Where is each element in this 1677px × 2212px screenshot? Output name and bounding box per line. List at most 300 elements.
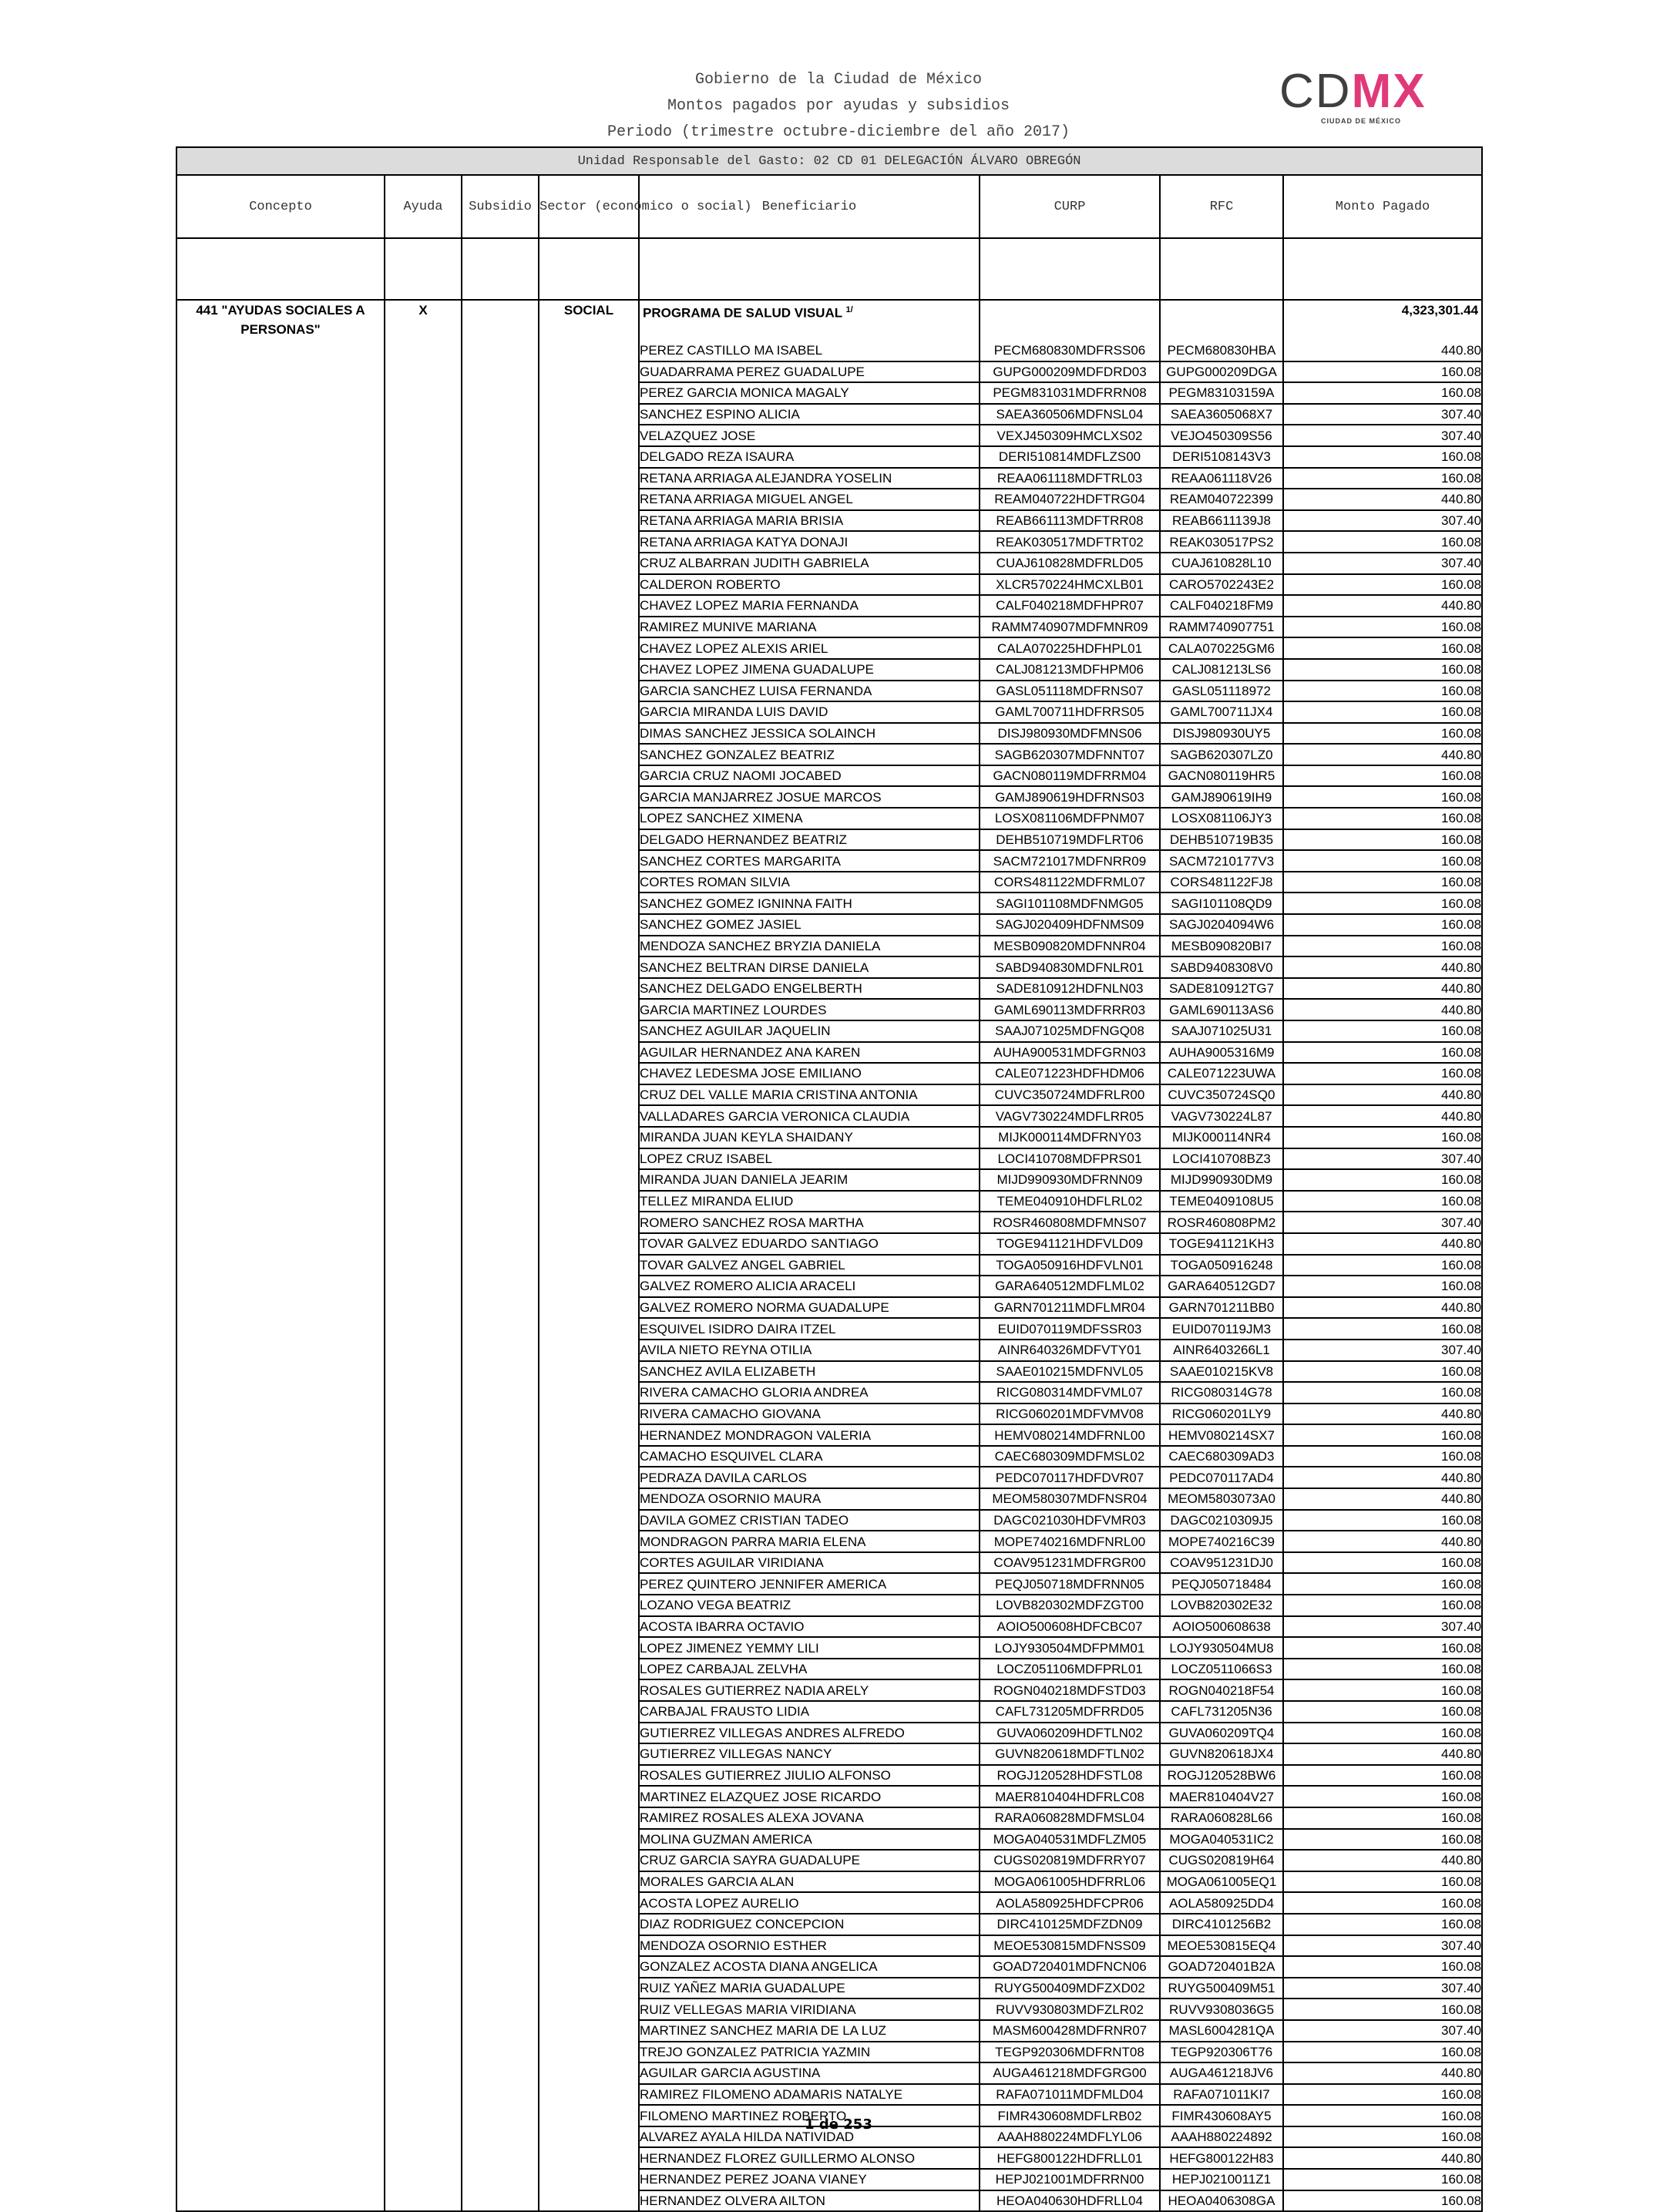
amount-cell: 160.08 <box>1283 1701 1482 1723</box>
beneficiary-cell: ACOSTA LOPEZ AURELIO <box>639 1892 980 1914</box>
beneficiary-cell: GARCIA CRUZ NAOMI JOCABED <box>639 765 980 787</box>
curp-cell: RUYG500409MDFZXD02 <box>980 1978 1160 1999</box>
table-row <box>176 1382 1482 1404</box>
sector-cell <box>539 1871 639 1893</box>
header-period: Periodo (trimestre octubre-diciembre del año 2017) <box>607 123 1070 141</box>
concepto-cell <box>176 1914 385 1935</box>
sector-cell <box>539 1361 639 1383</box>
table-row <box>176 1786 1482 1807</box>
table-row <box>176 1127 1482 1148</box>
beneficiary-cell: CRUZ ALBARRAN JUDITH GABRIELA <box>639 553 980 574</box>
amount-cell: 160.08 <box>1283 361 1482 383</box>
sector-cell <box>539 1743 639 1765</box>
subsidio-cell <box>462 1127 539 1148</box>
amount-cell: 160.08 <box>1283 2190 1482 2212</box>
beneficiary-cell: CHAVEZ LEDESMA JOSE EMILIANO <box>639 1063 980 1084</box>
curp-cell: CAEC680309MDFMSL02 <box>980 1446 1160 1467</box>
concepto-cell <box>176 999 385 1020</box>
subsidio-cell <box>462 1255 539 1276</box>
table-row <box>176 1467 1482 1488</box>
ayuda-cell <box>385 978 462 1000</box>
rfc-cell: COAV951231DJ0 <box>1160 1552 1283 1574</box>
table-row <box>176 936 1482 957</box>
subsidio-cell <box>462 1233 539 1255</box>
rfc-cell: REAK030517PS2 <box>1160 531 1283 553</box>
concepto-cell <box>176 531 385 553</box>
rfc-cell: SACM7210177V3 <box>1160 850 1283 872</box>
amount-cell: 160.08 <box>1283 1807 1482 1829</box>
sector-cell <box>539 999 639 1020</box>
amount-cell: 440.80 <box>1283 1105 1482 1127</box>
beneficiary-cell: RETANA ARRIAGA MARIA BRISIA <box>639 510 980 532</box>
subsidio-cell <box>462 1318 539 1340</box>
subsidio-cell <box>462 510 539 532</box>
ayuda-cell <box>385 1084 462 1106</box>
rfc-cell: CALF040218FM9 <box>1160 595 1283 617</box>
rfc-cell: CALE071223UWA <box>1160 1063 1283 1084</box>
sector-cell <box>539 404 639 425</box>
rfc-cell: DEHB510719B35 <box>1160 829 1283 851</box>
subsidio-cell <box>462 300 539 341</box>
rfc-cell: TEGP920306T76 <box>1160 2042 1283 2063</box>
curp-cell: XLCR570224HMCXLB01 <box>980 574 1160 596</box>
concepto-cell <box>176 701 385 723</box>
ayuda-cell: X <box>385 300 462 341</box>
concepto-cell <box>176 1616 385 1638</box>
beneficiary-cell: RETANA ARRIAGA KATYA DONAJI <box>639 531 980 553</box>
beneficiary-cell: CHAVEZ LOPEZ JIMENA GUADALUPE <box>639 659 980 681</box>
subsidio-cell <box>462 1871 539 1893</box>
concepto-cell <box>176 1552 385 1574</box>
subsidio-cell <box>462 765 539 787</box>
rfc-cell: VEJO450309S56 <box>1160 425 1283 446</box>
rfc-cell: CUAJ610828L10 <box>1160 553 1283 574</box>
ayuda-cell <box>385 2084 462 2106</box>
table-row <box>176 1063 1482 1084</box>
ayuda-cell <box>385 786 462 808</box>
rfc-cell: DIRC4101256B2 <box>1160 1914 1283 1935</box>
sector-cell <box>539 978 639 1000</box>
rfc-cell: SAGJ0204094W6 <box>1160 914 1283 936</box>
beneficiary-cell: RUIZ VELLEGAS MARIA VIRIDIANA <box>639 1999 980 2020</box>
curp-cell: VAGV730224MDFLRR05 <box>980 1105 1160 1127</box>
ayuda-cell <box>385 1573 462 1595</box>
sector-cell <box>539 1340 639 1361</box>
concepto-cell <box>176 2020 385 2042</box>
amount-cell: 440.80 <box>1283 1084 1482 1106</box>
sector-cell <box>539 765 639 787</box>
amount-cell: 160.08 <box>1283 1552 1482 1574</box>
beneficiary-cell: CHAVEZ LOPEZ ALEXIS ARIEL <box>639 637 980 659</box>
ayuda-cell <box>385 1361 462 1383</box>
sector-cell <box>539 1127 639 1148</box>
amount-cell: 160.08 <box>1283 1659 1482 1680</box>
concepto-cell <box>176 1042 385 1064</box>
rfc-cell: GUVN820618JX4 <box>1160 1743 1283 1765</box>
amount-cell: 160.08 <box>1283 1723 1482 1744</box>
rfc-cell: FIMR430608AY5 <box>1160 2105 1283 2126</box>
sector-cell <box>539 1233 639 1255</box>
beneficiary-cell: LOPEZ CARBAJAL ZELVHA <box>639 1659 980 1680</box>
curp-cell: ROGN040218MDFSTD03 <box>980 1679 1160 1701</box>
concepto-cell <box>176 1467 385 1488</box>
table-row <box>176 1148 1482 1170</box>
rfc-cell: CUVC350724SQ0 <box>1160 1084 1283 1106</box>
concepto-cell <box>176 341 385 361</box>
beneficiary-cell: RAMIREZ FILOMENO ADAMARIS NATALYE <box>639 2084 980 2106</box>
curp-cell: REAM040722HDFTRG04 <box>980 489 1160 510</box>
sector-cell <box>539 489 639 510</box>
curp-cell: RUVV930803MDFZLR02 <box>980 1999 1160 2020</box>
concepto-cell <box>176 1637 385 1659</box>
subsidio-cell <box>462 404 539 425</box>
sector-cell <box>539 701 639 723</box>
concepto-cell <box>176 1318 385 1340</box>
rfc-cell: RICG060201LY9 <box>1160 1404 1283 1425</box>
ayuda-cell <box>385 1743 462 1765</box>
sector-cell <box>539 1510 639 1531</box>
curp-cell: MAER810404HDFRLC08 <box>980 1786 1160 1807</box>
beneficiary-cell: GONZALEZ ACOSTA DIANA ANGELICA <box>639 1956 980 1978</box>
beneficiary-cell: GUTIERREZ VILLEGAS NANCY <box>639 1743 980 1765</box>
subsidio-cell <box>462 1446 539 1467</box>
table-row <box>176 1191 1482 1212</box>
subsidio-cell <box>462 1807 539 1829</box>
beneficiary-cell: PEREZ CASTILLO MA ISABEL <box>639 341 980 361</box>
column-header: CURP <box>980 175 1160 238</box>
subsidio-cell <box>462 2084 539 2106</box>
beneficiary-cell: TOVAR GALVEZ ANGEL GABRIEL <box>639 1255 980 1276</box>
subsidio-cell <box>462 1829 539 1851</box>
amount-cell: 160.08 <box>1283 1127 1482 1148</box>
rfc-cell <box>1160 300 1283 341</box>
table-row <box>176 1276 1482 1297</box>
rfc-cell: SAAE010215KV8 <box>1160 1361 1283 1383</box>
beneficiary-cell: SANCHEZ AGUILAR JAQUELIN <box>639 1020 980 1042</box>
sector-cell <box>539 1020 639 1042</box>
amount-cell: 160.08 <box>1283 914 1482 936</box>
concepto-cell <box>176 553 385 574</box>
beneficiary-cell: RUIZ YAÑEZ MARIA GUADALUPE <box>639 1978 980 1999</box>
rfc-cell: RARA060828L66 <box>1160 1807 1283 1829</box>
table-row <box>176 1446 1482 1467</box>
table-row <box>176 829 1482 851</box>
table-row <box>176 2084 1482 2106</box>
rfc-cell: PEGM83103159A <box>1160 382 1283 404</box>
ayuda-cell <box>385 1191 462 1212</box>
table-row <box>176 489 1482 510</box>
concepto-cell <box>176 850 385 872</box>
ayuda-cell <box>385 1127 462 1148</box>
rfc-cell: RAFA071011KI7 <box>1160 2084 1283 2106</box>
amount-cell: 440.80 <box>1283 1531 1482 1552</box>
sector-cell <box>539 2020 639 2042</box>
amount-cell: 160.08 <box>1283 872 1482 893</box>
beneficiary-cell: PEREZ GARCIA MONICA MAGALY <box>639 382 980 404</box>
concepto-cell <box>176 510 385 532</box>
table-row <box>176 1999 1482 2020</box>
curp-cell: TEGP920306MDFRNT08 <box>980 2042 1160 2063</box>
amount-cell: 160.08 <box>1283 1871 1482 1893</box>
ayuda-cell <box>385 1212 462 1233</box>
curp-cell: SAAJ071025MDFNGQ08 <box>980 1020 1160 1042</box>
sector-cell <box>539 1914 639 1935</box>
subsidio-cell <box>462 1404 539 1425</box>
curp-cell: PEQJ050718MDFRNN05 <box>980 1573 1160 1595</box>
concepto-cell <box>176 1743 385 1765</box>
sector-cell <box>539 808 639 829</box>
rfc-cell: SABD9408308V0 <box>1160 956 1283 978</box>
sector-cell <box>539 468 639 489</box>
curp-cell: GAML690113MDFRRR03 <box>980 999 1160 1020</box>
concepto-cell <box>176 1935 385 1957</box>
subsidio-cell <box>462 1956 539 1978</box>
table-row <box>176 2147 1482 2169</box>
concepto-cell <box>176 2190 385 2212</box>
concepto-cell <box>176 1701 385 1723</box>
rfc-cell: MEOE530815EQ4 <box>1160 1935 1283 1957</box>
curp-cell: PECM680830MDFRSS06 <box>980 341 1160 361</box>
sector-cell <box>539 531 639 553</box>
subsidio-cell <box>462 1361 539 1383</box>
subsidio-cell <box>462 659 539 681</box>
amount-cell: 307.40 <box>1283 1148 1482 1170</box>
sector-cell <box>539 850 639 872</box>
rfc-cell: GARN701211BB0 <box>1160 1297 1283 1319</box>
table-row <box>176 744 1482 765</box>
amount-cell: 440.80 <box>1283 1488 1482 1510</box>
rfc-cell: LOJY930504MU8 <box>1160 1637 1283 1659</box>
subsidio-cell <box>462 850 539 872</box>
concepto-cell <box>176 1765 385 1787</box>
amount-cell: 307.40 <box>1283 1212 1482 1233</box>
concepto-cell <box>176 1105 385 1127</box>
curp-cell: REAA061118MDFTRL03 <box>980 468 1160 489</box>
amount-cell: 160.08 <box>1283 1956 1482 1978</box>
concepto-cell <box>176 659 385 681</box>
ayuda-cell <box>385 1105 462 1127</box>
beneficiary-cell: DIAZ RODRIGUEZ CONCEPCION <box>639 1914 980 1935</box>
concepto-cell <box>176 1723 385 1744</box>
concepto-cell <box>176 468 385 489</box>
concepto-cell <box>176 574 385 596</box>
concepto-cell <box>176 1892 385 1914</box>
beneficiary-cell: GARCIA MIRANDA LUIS DAVID <box>639 701 980 723</box>
ayuda-cell <box>385 1637 462 1659</box>
subsidio-cell <box>462 1382 539 1404</box>
subsidio-cell <box>462 744 539 765</box>
amount-cell: 440.80 <box>1283 489 1482 510</box>
sector-cell <box>539 1956 639 1978</box>
rfc-cell: GASL051118972 <box>1160 681 1283 702</box>
rfc-cell: ROSR460808PM2 <box>1160 1212 1283 1233</box>
amount-cell: 160.08 <box>1283 446 1482 468</box>
ayuda-cell <box>385 2190 462 2212</box>
ayuda-cell <box>385 1318 462 1340</box>
curp-cell: TEME040910HDFLRL02 <box>980 1191 1160 1212</box>
table-row <box>176 510 1482 532</box>
beneficiary-cell: ACOSTA IBARRA OCTAVIO <box>639 1616 980 1638</box>
subsidio-cell <box>462 1978 539 1999</box>
curp-cell: DERI510814MDFLZS00 <box>980 446 1160 468</box>
sector-cell <box>539 1765 639 1787</box>
sector-cell <box>539 2042 639 2063</box>
ayuda-cell <box>385 1467 462 1488</box>
rfc-cell: LOVB820302E32 <box>1160 1595 1283 1616</box>
beneficiary-cell: PEREZ QUINTERO JENNIFER AMERICA <box>639 1573 980 1595</box>
rfc-cell: MOPE740216C39 <box>1160 1531 1283 1552</box>
sector-cell <box>539 1404 639 1425</box>
beneficiary-cell: RAMIREZ ROSALES ALEXA JOVANA <box>639 1807 980 1829</box>
subsidio-cell <box>462 1892 539 1914</box>
curp-cell: COAV951231MDFRGR00 <box>980 1552 1160 1574</box>
column-header: Sector (económico o social) <box>539 175 639 238</box>
sector-cell <box>539 1552 639 1574</box>
sector-cell <box>539 637 639 659</box>
amount-cell: 440.80 <box>1283 2062 1482 2084</box>
curp-cell: HEFG800122HDFRLL01 <box>980 2147 1160 2169</box>
ayuda-cell <box>385 850 462 872</box>
concepto-cell <box>176 914 385 936</box>
amount-cell: 440.80 <box>1283 595 1482 617</box>
subsidio-cell <box>462 829 539 851</box>
beneficiary-cell: GUTIERREZ VILLEGAS ANDRES ALFREDO <box>639 1723 980 1744</box>
curp-cell: VEXJ450309HMCLXS02 <box>980 425 1160 446</box>
ayuda-cell <box>385 1786 462 1807</box>
subsidio-cell <box>462 2062 539 2084</box>
rfc-cell: MOGA061005EQ1 <box>1160 1871 1283 1893</box>
curp-cell: MOGA061005HDFRRL06 <box>980 1871 1160 1893</box>
sector-cell <box>539 2062 639 2084</box>
ayuda-cell <box>385 553 462 574</box>
concepto-cell <box>176 1297 385 1319</box>
subsidio-cell <box>462 1573 539 1595</box>
sector-cell <box>539 1148 639 1170</box>
subsidio-cell <box>462 936 539 957</box>
table-row <box>176 574 1482 596</box>
rfc-cell: MESB090820BI7 <box>1160 936 1283 957</box>
table-row <box>176 1212 1482 1233</box>
concepto-cell <box>176 2042 385 2063</box>
table-row <box>176 2042 1482 2063</box>
subsidio-cell <box>462 978 539 1000</box>
concepto-cell <box>176 681 385 702</box>
ayuda-cell <box>385 425 462 446</box>
curp-cell: GUVA060209HDFTLN02 <box>980 1723 1160 1744</box>
amount-cell: 160.08 <box>1283 1829 1482 1851</box>
ayuda-cell <box>385 1424 462 1446</box>
concepto-cell <box>176 446 385 468</box>
ayuda-cell <box>385 574 462 596</box>
concepto-cell <box>176 786 385 808</box>
beneficiary-cell: ESQUIVEL ISIDRO DAIRA ITZEL <box>639 1318 980 1340</box>
table-row <box>176 531 1482 553</box>
ayuda-cell <box>385 1914 462 1935</box>
table-row <box>176 1829 1482 1851</box>
beneficiary-cell: GALVEZ ROMERO NORMA GUADALUPE <box>639 1297 980 1319</box>
concepto-cell <box>176 2062 385 2084</box>
rfc-cell: REAA061118V26 <box>1160 468 1283 489</box>
amount-cell: 160.08 <box>1283 2084 1482 2106</box>
table-row <box>176 1510 1482 1531</box>
subsidio-cell <box>462 999 539 1020</box>
sector-cell <box>539 425 639 446</box>
rfc-cell: TEME0409108U5 <box>1160 1191 1283 1212</box>
curp-cell: GARA640512MDFLML02 <box>980 1276 1160 1297</box>
beneficiary-cell: SANCHEZ GOMEZ IGNINNA FAITH <box>639 893 980 914</box>
rfc-cell: AAAH880224892 <box>1160 2126 1283 2148</box>
curp-cell: MEOM580307MDFNSR04 <box>980 1488 1160 1510</box>
amount-cell: 160.08 <box>1283 1255 1482 1276</box>
amount-cell: 440.80 <box>1283 1850 1482 1871</box>
concepto-cell <box>176 1424 385 1446</box>
sector-cell <box>539 1935 639 1957</box>
beneficiary-cell: MONDRAGON PARRA MARIA ELENA <box>639 1531 980 1552</box>
header-report-title: Montos pagados por ayudas y subsidios <box>667 97 1010 115</box>
subsidio-cell <box>462 1914 539 1935</box>
amount-cell: 160.08 <box>1283 936 1482 957</box>
sector-cell <box>539 510 639 532</box>
concepto-cell <box>176 936 385 957</box>
curp-cell: ROSR460808MDFMNS07 <box>980 1212 1160 1233</box>
beneficiary-cell: MARTINEZ SANCHEZ MARIA DE LA LUZ <box>639 2020 980 2042</box>
table-row <box>176 1701 1482 1723</box>
sector-cell <box>539 1786 639 1807</box>
table-row <box>176 1020 1482 1042</box>
sector-cell <box>539 1276 639 1297</box>
amount-cell: 160.08 <box>1283 1510 1482 1531</box>
curp-cell: GARN701211MDFLMR04 <box>980 1297 1160 1319</box>
sector-cell <box>539 2147 639 2169</box>
beneficiary-cell: DELGADO REZA ISAURA <box>639 446 980 468</box>
sector-cell <box>539 2169 639 2190</box>
amount-cell: 160.08 <box>1283 617 1482 638</box>
table-row <box>176 617 1482 638</box>
sector-cell <box>539 1616 639 1638</box>
concepto-cell <box>176 1084 385 1106</box>
curp-cell: GOAD720401MDFNCN06 <box>980 1956 1160 1978</box>
amount-cell: 160.08 <box>1283 531 1482 553</box>
sector-cell <box>539 1488 639 1510</box>
amount-cell: 160.08 <box>1283 1191 1482 1212</box>
subsidio-cell <box>462 701 539 723</box>
beneficiary-cell: VALLADARES GARCIA VERONICA CLAUDIA <box>639 1105 980 1127</box>
rfc-cell: TOGA050916248 <box>1160 1255 1283 1276</box>
concepto-cell <box>176 382 385 404</box>
concepto-cell <box>176 595 385 617</box>
subsidio-cell <box>462 1743 539 1765</box>
subsidio-cell <box>462 681 539 702</box>
table-row <box>176 382 1482 404</box>
concepto-cell <box>176 1531 385 1552</box>
column-header: Beneficiario <box>639 175 980 238</box>
concepto-cell <box>176 1255 385 1276</box>
concepto-cell <box>176 2147 385 2169</box>
table-row <box>176 1871 1482 1893</box>
ayuda-cell <box>385 1723 462 1744</box>
sector-cell <box>539 1212 639 1233</box>
amount-cell: 440.80 <box>1283 744 1482 765</box>
table-row <box>176 1404 1482 1425</box>
concepto-cell <box>176 893 385 914</box>
ayuda-cell <box>385 723 462 745</box>
concepto-cell <box>176 1063 385 1084</box>
program-name-cell <box>639 300 980 341</box>
curp-cell: RAMM740907MDFMNR09 <box>980 617 1160 638</box>
amount-cell: 160.08 <box>1283 723 1482 745</box>
amount-cell: 440.80 <box>1283 978 1482 1000</box>
amount-cell: 160.08 <box>1283 1424 1482 1446</box>
